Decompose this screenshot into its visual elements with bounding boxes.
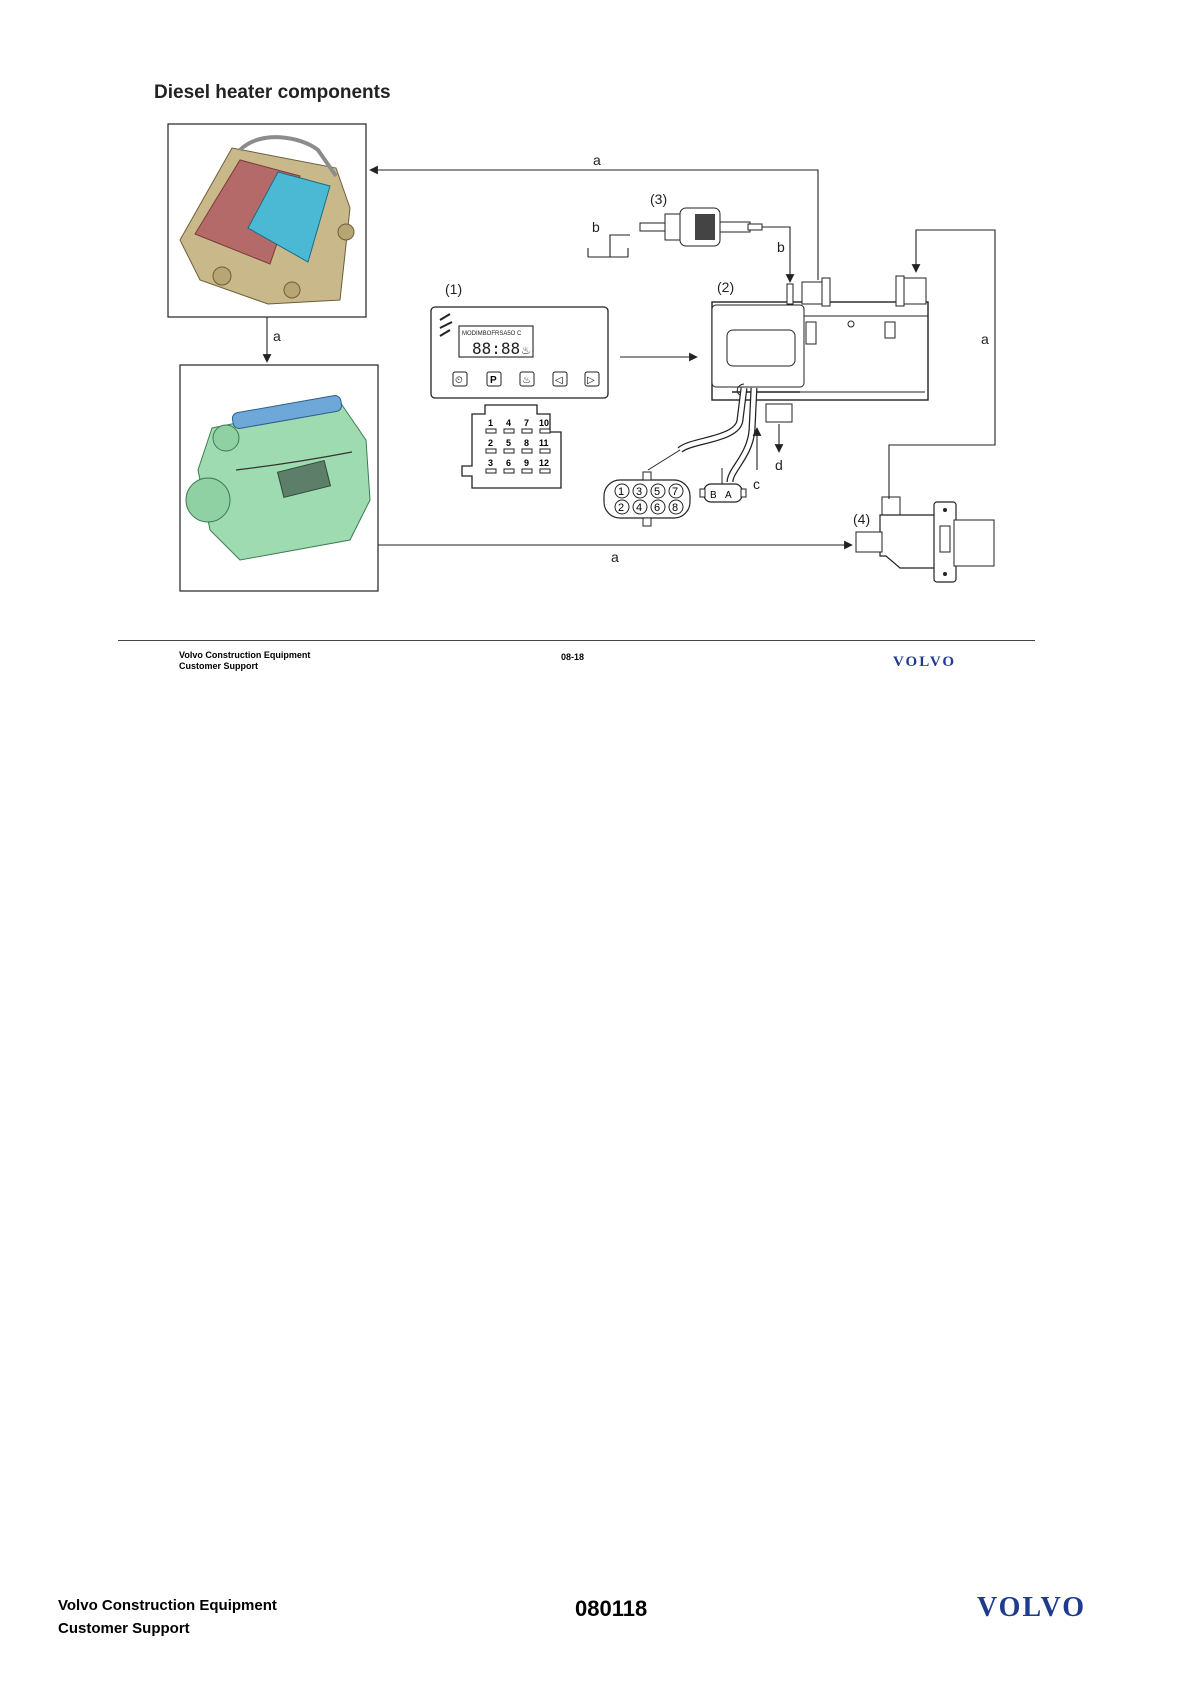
pin-label: 11: [539, 438, 549, 448]
label-b: b: [777, 239, 785, 255]
large-volvo-logo: VOLVO: [977, 1592, 1086, 1623]
panel-lcd-heat-icon: ♨: [521, 344, 531, 357]
connector-8-pin: [604, 472, 690, 526]
panel-button-timer: ⏲: [455, 375, 463, 386]
callout-3: (3): [650, 191, 668, 207]
small-footer-company-block: [179, 650, 310, 672]
pin-label: 10: [539, 418, 550, 428]
pin-label: 8: [672, 502, 679, 514]
pin-label: 1: [488, 418, 494, 428]
callout-1: (1): [445, 281, 463, 297]
callout-4: (4): [853, 511, 871, 527]
pin-label: 4: [636, 502, 643, 514]
heater-diagram: [0, 0, 1190, 640]
pin-label: 5: [654, 486, 661, 498]
pin-label: 2: [488, 438, 494, 448]
small-footer-page: 08-18: [561, 652, 585, 662]
label-a: a: [981, 331, 989, 347]
large-footer-company: Volvo Construction Equipment: [58, 1597, 277, 1614]
operating-panel: [431, 307, 608, 398]
panel-button-left: ◁: [555, 375, 563, 386]
large-footer-company-block: [58, 1594, 277, 1640]
heater-unit: [648, 276, 928, 482]
heat-exchanger-image: [168, 124, 366, 317]
engine-image: [180, 365, 378, 591]
pin-label: A: [725, 490, 732, 501]
pin-label: 6: [654, 502, 661, 514]
pin-label: 8: [524, 438, 530, 448]
panel-lcd-digits: 88:88: [472, 339, 521, 358]
connector-12-pin: [462, 405, 561, 488]
label-a: a: [611, 549, 619, 565]
small-footer-company: Volvo Construction Equipment: [179, 650, 311, 660]
small-footer-dept: Customer Support: [179, 661, 259, 671]
label-b: b: [592, 219, 600, 235]
pin-label: 4: [506, 418, 512, 428]
large-footer-page: 080118: [575, 1596, 648, 1621]
pin-label: B: [710, 490, 717, 501]
panel-button-heat: ♨: [522, 375, 531, 386]
panel-button-right: ▷: [587, 375, 595, 386]
page-title: Diesel heater components: [154, 82, 391, 103]
pin-label: 3: [488, 458, 494, 468]
connector-2-pin: [700, 468, 746, 502]
panel-button-p: P: [490, 375, 497, 386]
fuel-pump: [640, 208, 762, 246]
pin-label: 6: [506, 458, 512, 468]
label-a: a: [593, 152, 601, 168]
pin-label: 12: [539, 458, 550, 468]
label-a: a: [273, 328, 281, 344]
label-c: c: [753, 476, 760, 492]
circulation-pump: [856, 497, 994, 582]
pin-label: 9: [524, 458, 530, 468]
small-volvo-logo: VOLVO: [893, 654, 957, 670]
pin-label: 2: [618, 502, 625, 514]
pin-label: 3: [636, 486, 643, 498]
pin-label: 5: [506, 438, 512, 448]
large-footer-dept: Customer Support: [58, 1620, 190, 1637]
pin-label: 7: [672, 486, 679, 498]
pin-label: 1: [618, 486, 625, 498]
footer-divider: [118, 640, 1035, 641]
pin-label: 7: [524, 418, 530, 428]
callout-2: (2): [717, 279, 735, 295]
label-d: d: [775, 457, 783, 473]
panel-lcd-top-text: MODIMBOFRSA5O C: [462, 331, 522, 337]
